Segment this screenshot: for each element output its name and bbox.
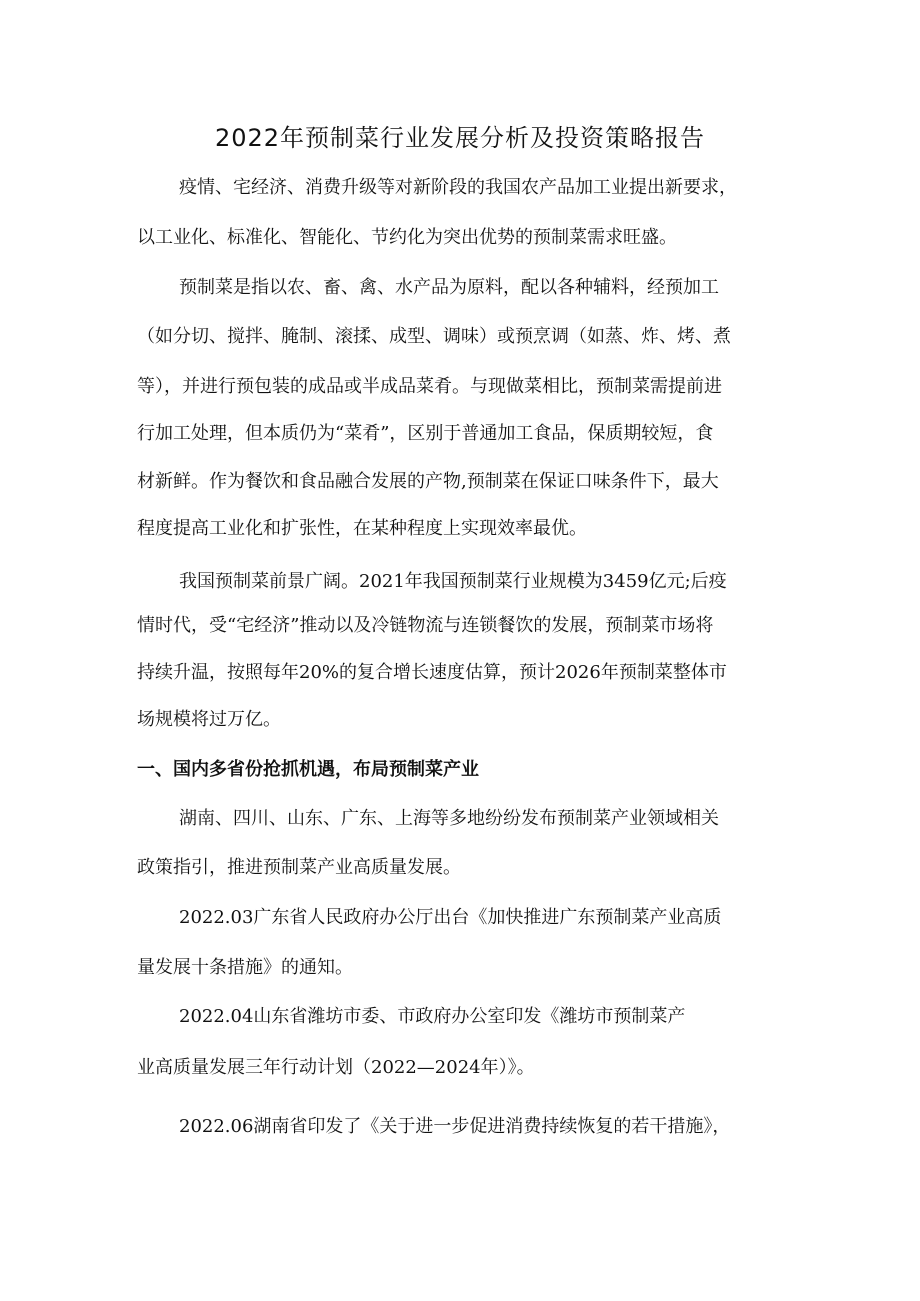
paragraph-line: 政策指引，推进预制菜产业高质量发展。 <box>137 857 461 878</box>
paragraph-line: 行加工处理，但本质仍为“菜肴”，区别于普通加工食品，保质期较短，食 <box>137 423 714 444</box>
paragraph-line: 情时代，受“宅经济”推动以及冷链物流与连锁餐饮的发展，预制菜市场将 <box>137 615 714 636</box>
paragraph-line: 预制菜是指以农、畜、禽、水产品为原料，配以各种辅料，经预加工 <box>179 277 719 298</box>
paragraph-line: 材新鲜。作为餐饮和食品融合发展的产物,预制菜在保证口味条件下，最大 <box>137 471 719 492</box>
paragraph-line: 2022.03广东省人民政府办公厅出台《加快推进广东预制菜产业高质 <box>179 907 722 928</box>
paragraph-line: 2022.06湖南省印发了《关于进一步促进消费持续恢复的若干措施》， <box>179 1116 731 1137</box>
paragraph-line: 疫情、宅经济、消费升级等对新阶段的我国农产品加工业提出新要求， <box>179 177 737 198</box>
section-heading: 一、国内多省份抢抓机遇，布局预制菜产业 <box>137 759 479 780</box>
paragraph-line: 程度提高工业化和扩张性，在某种程度上实现效率最优。 <box>137 518 587 539</box>
paragraph-line: 我国预制菜前景广阔。2021年我国预制菜行业规模为3459亿元;后疫 <box>179 571 727 592</box>
paragraph-line: （如分切、搅拌、腌制、滚揉、成型、调味）或预烹调（如蒸、炸、烤、煮 <box>137 326 731 347</box>
paragraph-line: 2022.04山东省潍坊市委、市政府办公室印发《潍坊市预制菜产 <box>179 1006 686 1027</box>
paragraph-line: 湖南、四川、山东、广东、上海等多地纷纷发布预制菜产业领域相关 <box>179 808 719 829</box>
document-title: 2022年预制菜行业发展分析及投资策略报告 <box>214 124 706 152</box>
paragraph-line: 业高质量发展三年行动计划（2022—2024年）》。 <box>137 1057 535 1078</box>
paragraph-line: 等），并进行预包装的成品或半成品菜肴。与现做菜相比，预制菜需提前进 <box>137 376 722 397</box>
paragraph-line: 场规模将过万亿。 <box>137 709 281 730</box>
paragraph-line: 以工业化、标准化、智能化、节约化为突出优势的预制菜需求旺盛。 <box>137 227 677 248</box>
paragraph-line: 量发展十条措施》的通知。 <box>137 957 353 978</box>
paragraph-line: 持续升温，按照每年20%的复合增长速度估算，预计2026年预制菜整体市 <box>137 662 727 683</box>
